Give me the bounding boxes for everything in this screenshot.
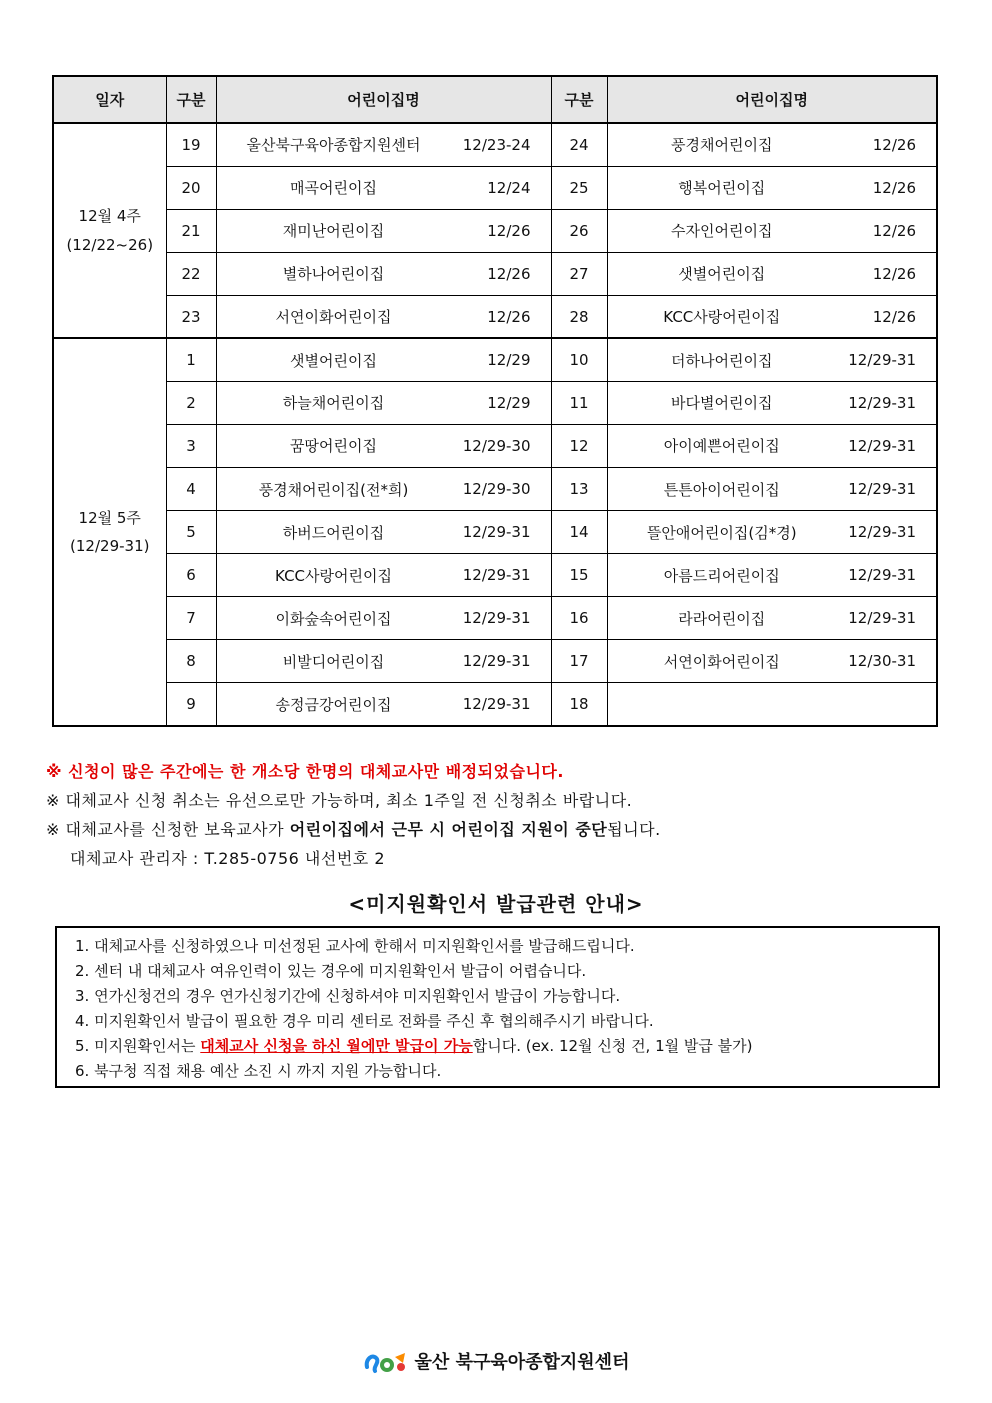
center-dates: 12/30-31 bbox=[848, 652, 916, 671]
table-row bbox=[53, 424, 937, 467]
table-row bbox=[53, 597, 937, 640]
number-cell: 6 bbox=[166, 554, 216, 597]
table-row bbox=[53, 511, 937, 554]
table-row bbox=[53, 252, 937, 295]
center-cell bbox=[216, 597, 551, 640]
center-cell bbox=[216, 511, 551, 554]
center-dates: 12/29-31 bbox=[848, 436, 916, 455]
info-item-4: 4. 미지원확인서 발급이 필요한 경우 미리 센터로 전화를 주신 후 협의해주시기 바랍니다. bbox=[75, 1012, 654, 1030]
center-name: 샛별어린이집 bbox=[290, 351, 377, 370]
info-box bbox=[55, 926, 940, 1088]
center-cell bbox=[216, 424, 551, 467]
center-cell bbox=[607, 252, 937, 295]
number-cell: 16 bbox=[551, 597, 607, 640]
center-name: 울산북구육아종합지원센터 bbox=[246, 136, 421, 155]
center-dates: 12/29-31 bbox=[462, 523, 531, 542]
center-name: 서연이화어린이집 bbox=[275, 308, 392, 327]
number-cell: 10 bbox=[551, 338, 607, 381]
center-cell bbox=[607, 209, 937, 252]
number-cell: 1 bbox=[166, 338, 216, 381]
center-name: 더하나어린이집 bbox=[671, 351, 773, 370]
number-cell: 17 bbox=[551, 640, 607, 683]
week-cell bbox=[53, 338, 166, 726]
center-cell bbox=[216, 640, 551, 683]
center-dates: 12/26 bbox=[872, 307, 916, 326]
center-dates: 12/26 bbox=[872, 178, 916, 197]
note-3-tail: 됩니다. bbox=[607, 820, 661, 839]
center-cell bbox=[216, 381, 551, 424]
center-name: 아름드리어린이집 bbox=[663, 566, 780, 585]
footer bbox=[0, 1345, 992, 1377]
center-cell bbox=[607, 381, 937, 424]
center-dates: 12/26 bbox=[487, 264, 531, 283]
header-date: 일자 bbox=[53, 76, 166, 123]
number-cell: 23 bbox=[166, 295, 216, 338]
center-cell bbox=[607, 683, 937, 726]
center-dates: 12/29-31 bbox=[848, 566, 916, 585]
center-name: 서연이화어린이집 bbox=[663, 652, 780, 671]
number-cell: 27 bbox=[551, 252, 607, 295]
header-num-2: 구분 bbox=[551, 76, 607, 123]
center-dates: 12/29 bbox=[487, 351, 531, 370]
header-name: 어린이집명 bbox=[216, 76, 551, 123]
footer-org-name: 울산 북구육아종합지원센터 bbox=[414, 1352, 630, 1373]
center-cell bbox=[216, 554, 551, 597]
note-4: 대체교사 관리자 : T.285-0756 내선번호 2 bbox=[70, 849, 386, 868]
week-cell bbox=[53, 123, 166, 338]
center-name: 별하나어린이집 bbox=[282, 265, 385, 284]
info-item-5-tail: 합니다. (ex. 12월 신청 건, 1월 발급 불가) bbox=[472, 1037, 753, 1055]
number-cell: 4 bbox=[166, 468, 216, 511]
center-cell bbox=[216, 338, 551, 381]
note-1: ※ 신청이 많은 주간에는 한 개소당 한명의 대체교사만 배정되었습니다. bbox=[46, 762, 564, 781]
center-name: 아이예쁜어린이집 bbox=[663, 437, 780, 456]
center-dates: 12/29-31 bbox=[848, 393, 916, 412]
table-row bbox=[53, 166, 937, 209]
number-cell: 12 bbox=[551, 424, 607, 467]
week-range: (12/22~26) bbox=[66, 235, 154, 254]
schedule-body bbox=[53, 123, 937, 726]
table-row bbox=[53, 640, 937, 683]
number-cell: 20 bbox=[166, 166, 216, 209]
center-cell bbox=[216, 468, 551, 511]
table-row bbox=[53, 381, 937, 424]
center-cell bbox=[216, 166, 551, 209]
number-cell: 5 bbox=[166, 511, 216, 554]
center-name: 하늘채어린이집 bbox=[282, 394, 385, 413]
center-dates: 12/26 bbox=[487, 221, 531, 240]
table-row bbox=[53, 468, 937, 511]
center-cell bbox=[607, 511, 937, 554]
table-row bbox=[53, 338, 937, 381]
number-cell: 13 bbox=[551, 468, 607, 511]
center-name: 라라어린이집 bbox=[678, 609, 766, 628]
center-dates: 12/23-24 bbox=[462, 135, 531, 154]
center-name: 송정금강어린이집 bbox=[275, 695, 392, 714]
table-row bbox=[53, 209, 937, 252]
center-cell bbox=[607, 295, 937, 338]
number-cell: 28 bbox=[551, 295, 607, 338]
number-cell: 22 bbox=[166, 252, 216, 295]
center-dates: 12/29-31 bbox=[848, 351, 916, 370]
center-cell bbox=[607, 554, 937, 597]
info-item-5-highlight: 대체교사 신청을 하신 월에만 발급이 가능 bbox=[200, 1037, 473, 1055]
center-dates: 12/29-31 bbox=[848, 609, 916, 628]
info-item-5-text: 5. 미지원확인서는 bbox=[75, 1037, 201, 1055]
section-title: <미지원확인서 발급관련 안내> bbox=[348, 892, 644, 916]
header-num: 구분 bbox=[166, 76, 216, 123]
center-dates: 12/29 bbox=[487, 393, 531, 412]
center-dates: 12/29-30 bbox=[462, 480, 531, 499]
center-name: 재미난어린이집 bbox=[282, 222, 385, 241]
header-name-2: 어린이집명 bbox=[607, 76, 937, 123]
center-dates: 12/29-31 bbox=[462, 652, 531, 671]
center-name: 뜰안애어린이집(김*경) bbox=[646, 523, 797, 542]
schedule-table bbox=[52, 75, 938, 727]
center-name: 행복어린이집 bbox=[678, 179, 766, 198]
number-cell: 11 bbox=[551, 381, 607, 424]
center-cell bbox=[607, 640, 937, 683]
center-dates: 12/29-30 bbox=[462, 436, 531, 455]
note-3-bold: 어린이집에서 근무 시 어린이집 지원이 중단 bbox=[289, 820, 608, 839]
center-cell bbox=[607, 424, 937, 467]
center-cell bbox=[216, 123, 551, 166]
number-cell: 15 bbox=[551, 554, 607, 597]
number-cell: 25 bbox=[551, 166, 607, 209]
center-cell bbox=[216, 209, 551, 252]
center-name: 이화숲속어린이집 bbox=[275, 609, 392, 628]
center-name: 꿈땅어린이집 bbox=[290, 437, 377, 456]
center-name: KCC사랑어린이집 bbox=[275, 566, 392, 585]
center-cell bbox=[607, 597, 937, 640]
notes bbox=[46, 757, 946, 873]
note-3-text: ※ 대체교사를 신청한 보육교사가 bbox=[46, 820, 290, 839]
number-cell: 9 bbox=[166, 683, 216, 726]
center-cell bbox=[216, 252, 551, 295]
center-name: 풍경채어린이집 bbox=[671, 136, 773, 155]
center-dates: 12/26 bbox=[872, 264, 916, 283]
week-range: (12/29-31) bbox=[70, 537, 150, 556]
center-dates: 12/29-31 bbox=[462, 695, 531, 714]
center-name: 비발디어린이집 bbox=[282, 652, 385, 671]
center-name: 수자인어린이집 bbox=[671, 222, 773, 241]
week-label: 12월 5주 bbox=[78, 508, 141, 527]
center-cell bbox=[607, 468, 937, 511]
info-item-6: 6. 북구청 직접 채용 예산 소진 시 까지 지원 가능합니다. bbox=[75, 1062, 442, 1080]
number-cell: 8 bbox=[166, 640, 216, 683]
center-name: 매곡어린이집 bbox=[290, 179, 377, 198]
number-cell: 21 bbox=[166, 209, 216, 252]
number-cell: 26 bbox=[551, 209, 607, 252]
center-logo-icon bbox=[363, 1345, 409, 1377]
info-item-5 bbox=[75, 1034, 920, 1059]
center-cell bbox=[607, 166, 937, 209]
center-dates: 12/26 bbox=[487, 307, 531, 326]
center-name: 튼튼아이어린이집 bbox=[663, 480, 780, 499]
center-dates: 12/29-31 bbox=[848, 523, 916, 542]
info-item-3: 3. 연가신청건의 경우 연가신청기간에 신청하셔야 미지원확인서 발급이 가능합니다. bbox=[75, 987, 621, 1005]
table-row bbox=[53, 295, 937, 338]
center-dates: 12/26 bbox=[872, 221, 916, 240]
info-item-1: 1. 대체교사를 신청하였으나 미선정된 교사에 한해서 미지원확인서를 발급해드립니다. bbox=[75, 937, 635, 955]
number-cell: 7 bbox=[166, 597, 216, 640]
note-2: ※ 대체교사 신청 취소는 유선으로만 가능하며, 최소 1주일 전 신청취소 바랍니다. bbox=[46, 791, 633, 810]
center-name: 하버드어린이집 bbox=[282, 523, 385, 542]
center-dates: 12/29-31 bbox=[848, 480, 916, 499]
number-cell: 3 bbox=[166, 424, 216, 467]
center-dates: 12/24 bbox=[487, 178, 531, 197]
center-name: 샛별어린이집 bbox=[678, 265, 766, 284]
center-cell bbox=[216, 295, 551, 338]
center-dates: 12/26 bbox=[872, 135, 916, 154]
center-cell bbox=[607, 338, 937, 381]
table-row bbox=[53, 123, 937, 166]
number-cell: 24 bbox=[551, 123, 607, 166]
info-item-2: 2. 센터 내 대체교사 여유인력이 있는 경우에 미지원확인서 발급이 어렵습니다. bbox=[75, 962, 587, 980]
center-name: 바다별어린이집 bbox=[671, 394, 773, 413]
number-cell: 19 bbox=[166, 123, 216, 166]
table-header-row bbox=[53, 76, 937, 123]
center-cell bbox=[216, 683, 551, 726]
table-row bbox=[53, 554, 937, 597]
center-name: 풍경채어린이집(전*희) bbox=[258, 480, 409, 499]
number-cell: 18 bbox=[551, 683, 607, 726]
week-label: 12월 4주 bbox=[78, 207, 141, 226]
center-cell bbox=[607, 123, 937, 166]
number-cell: 14 bbox=[551, 511, 607, 554]
note-3 bbox=[46, 815, 946, 844]
center-dates: 12/29-31 bbox=[462, 609, 531, 628]
center-name: KCC사랑어린이집 bbox=[663, 308, 781, 327]
center-dates: 12/29-31 bbox=[462, 566, 531, 585]
table-row bbox=[53, 683, 937, 726]
number-cell: 2 bbox=[166, 381, 216, 424]
